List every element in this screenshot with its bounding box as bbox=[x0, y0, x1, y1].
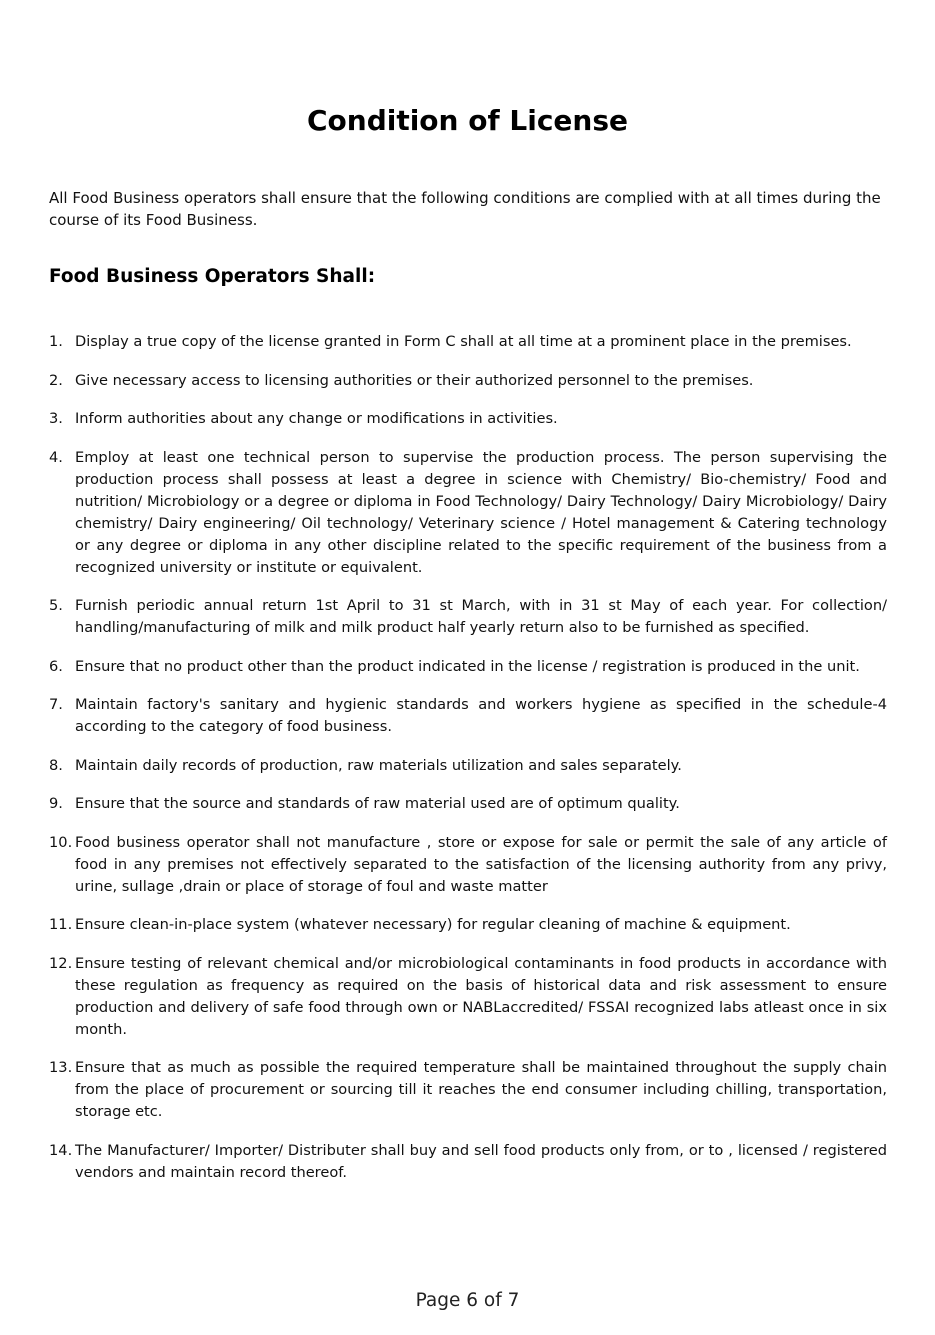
condition-number: 14. bbox=[49, 1141, 73, 1159]
condition-item-2 bbox=[49, 370, 887, 392]
condition-text: Ensure that as much as possible the required temperature shall be maintained throughout the supply chain from the place of procurement or sourcing till it reaches the end consumer including chilling, transportation, storage etc. bbox=[75, 1059, 887, 1120]
condition-text: The Manufacturer/ Importer/ Distributer shall buy and sell food products only from, or to , licensed / registered vendors and maintain record thereof. bbox=[75, 1141, 887, 1181]
condition-text: Maintain factory's sanitary and hygienic standards and workers hygiene as specified in the schedule-4 according to the category of food business. bbox=[75, 696, 887, 735]
condition-text: Give necessary access to licensing authorities or their authorized personnel to the premises. bbox=[75, 371, 754, 389]
condition-item-11 bbox=[49, 914, 887, 936]
condition-item-6 bbox=[49, 656, 887, 678]
condition-text: Food business operator shall not manufacture , store or expose for sale or permit the sale of any article of food in any premises not effectively separated to the satisfaction of the licensing authority from any privy, urine, sullage ,drain or place of storage of foul and waste matter bbox=[75, 833, 887, 895]
condition-text: Ensure that no product other than the product indicated in the license / registration is produced in the unit. bbox=[75, 657, 860, 675]
page-number: Page 6 of 7 bbox=[415, 1290, 520, 1311]
condition-number: 8. bbox=[49, 756, 63, 774]
condition-number: 13. bbox=[49, 1059, 73, 1076]
condition-number: 12. bbox=[49, 954, 73, 972]
condition-number: 3. bbox=[49, 410, 63, 427]
condition-number: 7. bbox=[49, 696, 63, 713]
condition-number: 5. bbox=[49, 597, 63, 614]
condition-number: 1. bbox=[49, 333, 63, 350]
condition-text: Employ at least one technical person to supervise the production process. The person supervising the production process shall possess at least a degree in science with Chemistry/ Bio-chemistry/ Food and nutrition/ Microbiology or a degree or diploma in Food Technology/ Dairy Technology/ Dairy Microbiology/ Dairy chemistry/ Dairy engineering/ Oil technology/ Veterinary science / Hotel management & Catering technology or any degree or diploma in any other discipline related to the specific requirement of the business from a recognized university or institute or equivalent. bbox=[75, 448, 887, 576]
conditions-list bbox=[49, 331, 887, 1200]
condition-item-8 bbox=[49, 755, 887, 777]
condition-number: 4. bbox=[49, 448, 63, 466]
condition-item-7 bbox=[49, 694, 887, 738]
condition-item-9 bbox=[49, 793, 887, 815]
condition-number: 10. bbox=[49, 833, 73, 851]
condition-item-13 bbox=[49, 1057, 887, 1123]
condition-text: Maintain daily records of production, raw materials utilization and sales separately. bbox=[75, 756, 682, 774]
condition-number: 9. bbox=[49, 795, 63, 812]
condition-number: 6. bbox=[49, 657, 63, 675]
condition-item-14 bbox=[49, 1140, 887, 1184]
condition-text: Ensure clean-in-place system (whatever necessary) for regular cleaning of machine & equipment. bbox=[75, 916, 791, 933]
condition-text: Furnish periodic annual return 1st April to 31 st March, with in 31 st May of each year. For collection/ handling/manufacturing of milk and milk product half yearly return also to be furnished as specified. bbox=[75, 597, 887, 636]
condition-item-12 bbox=[49, 953, 887, 1041]
condition-item-4 bbox=[49, 447, 887, 579]
intro-paragraph: All Food Business operators shall ensure that the following conditions are complied with at all times during the course of its Food Business. bbox=[49, 189, 881, 229]
condition-number: 2. bbox=[49, 371, 63, 389]
condition-item-5 bbox=[49, 595, 887, 639]
condition-text: Ensure that the source and standards of raw material used are of optimum quality. bbox=[75, 795, 680, 812]
condition-item-10 bbox=[49, 832, 887, 898]
section-heading: Food Business Operators Shall: bbox=[49, 266, 376, 287]
condition-number: 11. bbox=[49, 916, 73, 933]
condition-text: Ensure testing of relevant chemical and/or microbiological contaminants in food products in accordance with these regulation as frequency as required on the basis of historical data and risk assessment to ensure production and delivery of safe food through own or NABLaccredited/ FSSAI recognized labs atleast once in six month. bbox=[75, 954, 887, 1038]
condition-item-3 bbox=[49, 408, 887, 430]
condition-item-1 bbox=[49, 331, 887, 353]
condition-text: Display a true copy of the license granted in Form C shall at all time at a prominent place in the premises. bbox=[75, 333, 852, 350]
condition-text: Inform authorities about any change or modifications in activities. bbox=[75, 410, 558, 427]
page-title: Condition of License bbox=[306, 103, 629, 137]
